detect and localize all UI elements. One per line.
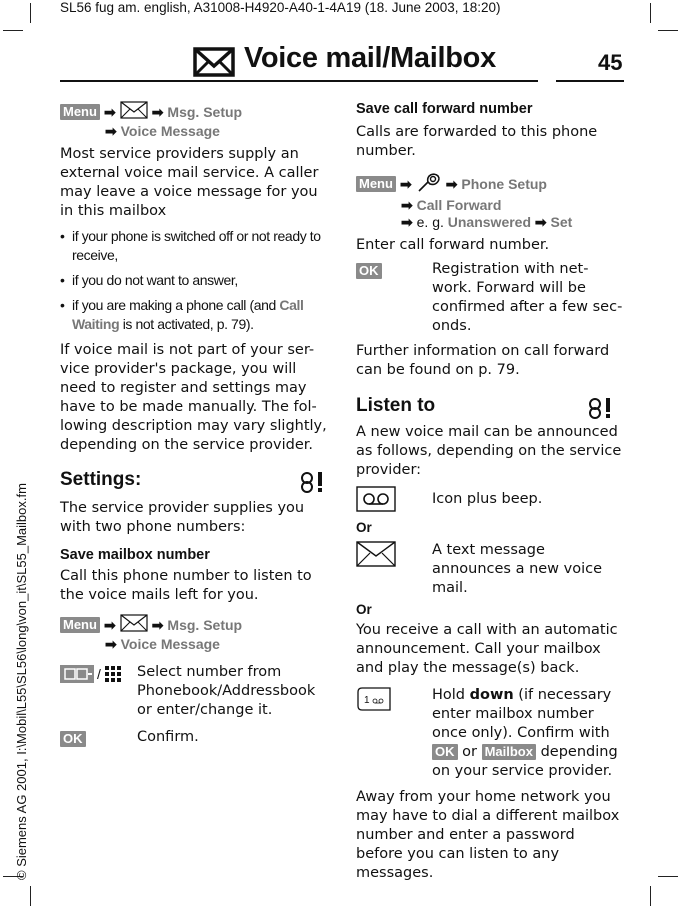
registration-row [356,260,624,336]
crop-mark [30,886,31,906]
menu-path: Menu ➡ ➡ Phone Setup [356,171,624,197]
listen-heading-row [356,395,624,421]
menu-path: Menu ➡ ➡ Msg. Setup [60,614,328,636]
listen-text: A new voice mail can be announced as follows, depending on the service provider: [356,424,622,478]
title-rule [556,80,624,82]
page-number: 45 [598,50,623,75]
registration-text: Registration with net-work. Forward will be confirmed after a few sec-onds. [432,261,623,334]
list-item: • if you do not want to answer, [60,272,238,288]
or-label: Or [356,602,372,617]
save-mailbox-heading: Save mailbox number [60,547,210,563]
hold-text: Hold down (if necessary enter mailbox number once only). Confirm with OK or Mailbox depending on your service provider. [432,687,618,779]
mailbox-softkey: Mailbox [482,744,536,760]
title-rule [60,80,538,82]
listen-heading: Listen to [356,395,436,416]
voicemail-icon-row [356,486,624,516]
settings-heading-row [60,469,328,495]
crop-mark [650,3,651,23]
confirm-row [60,728,328,747]
further-info: Further information on call forward can be found on p. 79. [356,343,610,378]
or-label: Or [356,520,372,535]
save-forward-heading: Save call forward number [356,101,533,117]
icon-beep-text: Icon plus beep. [432,491,543,507]
network-service-icon [298,471,328,497]
receive-call-text: You receive a call with an automatic announcement. Call your mailbox and play the message(s) back. [356,622,618,676]
menu-path-2: ➡ Call Forward [401,197,502,213]
settings-heading: Settings: [60,469,142,490]
confirm-text: Confirm. [137,729,199,745]
menu-path-3: ➡ e. g. Unanswered ➡ Set [401,214,573,230]
envelope-icon [356,541,432,571]
key-1-icon [356,686,432,716]
select-row [60,663,328,720]
crop-mark [650,886,651,906]
phonebook-keypad-icon [60,663,137,720]
select-text: Select number from Phonebook/Addressbook or enter/change it. [137,664,316,718]
enter-forward-text: Enter call forward number. [356,237,550,253]
hold-row [356,686,624,781]
crop-mark [658,876,678,877]
text-message-row [356,541,624,598]
voicemail-icon [356,486,432,516]
ok-softkey: OK [60,731,86,747]
ok-softkey: OK [356,263,382,279]
list-item: • if your phone is switched off or not ready to receive, [60,228,321,263]
menu-path-2: ➡ Voice Message [105,636,220,652]
ok-softkey: OK [432,744,458,760]
settings-text: The service provider supplies you with two phone numbers: [60,500,305,535]
crop-mark [3,30,23,31]
running-head: SL56 fug am. english, A31008-H4920-A40-1-4A19 (18. June 2003, 18:20) [60,0,501,15]
svg-text:/: / [97,666,101,682]
menu-softkey: Menu [60,104,100,120]
crop-mark [30,3,31,23]
phone-setup-icon [416,171,442,197]
menu-item: Msg. Setup [167,616,243,633]
intro-paragraph: Most service providers supply an external voice mail service. A caller may leave a voice message for you in this mailbox [60,146,319,219]
list-item: • if you are making a phone call (and Call Waiting is not activated, p. 79). [60,297,304,332]
menu-path: Menu ➡ ➡ Msg. Setup [60,101,328,123]
away-text: Away from your home network you may have to dial a different mailbox number and enter a password before you can listen to any messages. [356,789,620,881]
side-note: © Siemens AG 2001, I:\Mobil\L55\SL56\long\von_it\SL55_Mailbox.fm [14,483,29,880]
menu-softkey: Menu [60,617,100,633]
envelope-icon [120,614,148,636]
right-column [356,101,624,883]
envelope-icon [193,46,235,82]
envelope-icon [120,101,148,123]
left-column [60,101,328,747]
save-mailbox-text: Call this phone number to listen to the voice mails left for you. [60,568,312,603]
network-service-icon [586,397,616,423]
menu-item: Phone Setup [461,175,547,192]
page-title: Voice mail/Mailbox [244,42,496,74]
crop-mark [658,30,678,31]
menu-path-2: ➡ Voice Message [105,123,220,139]
not-part-paragraph: If voice mail is not part of your ser-vice provider's package, you will need to register and settings may have to be made manually. The fol-lowing description may vary slightly, depending on the service provider. [60,342,327,453]
save-forward-text: Calls are forwarded to this phone number. [356,124,598,159]
svg-text:1: 1 [364,695,370,706]
menu-softkey: Menu [356,176,396,192]
text-message-text: A text message announces a new voice mail. [432,542,603,596]
menu-item: Msg. Setup [167,103,243,120]
